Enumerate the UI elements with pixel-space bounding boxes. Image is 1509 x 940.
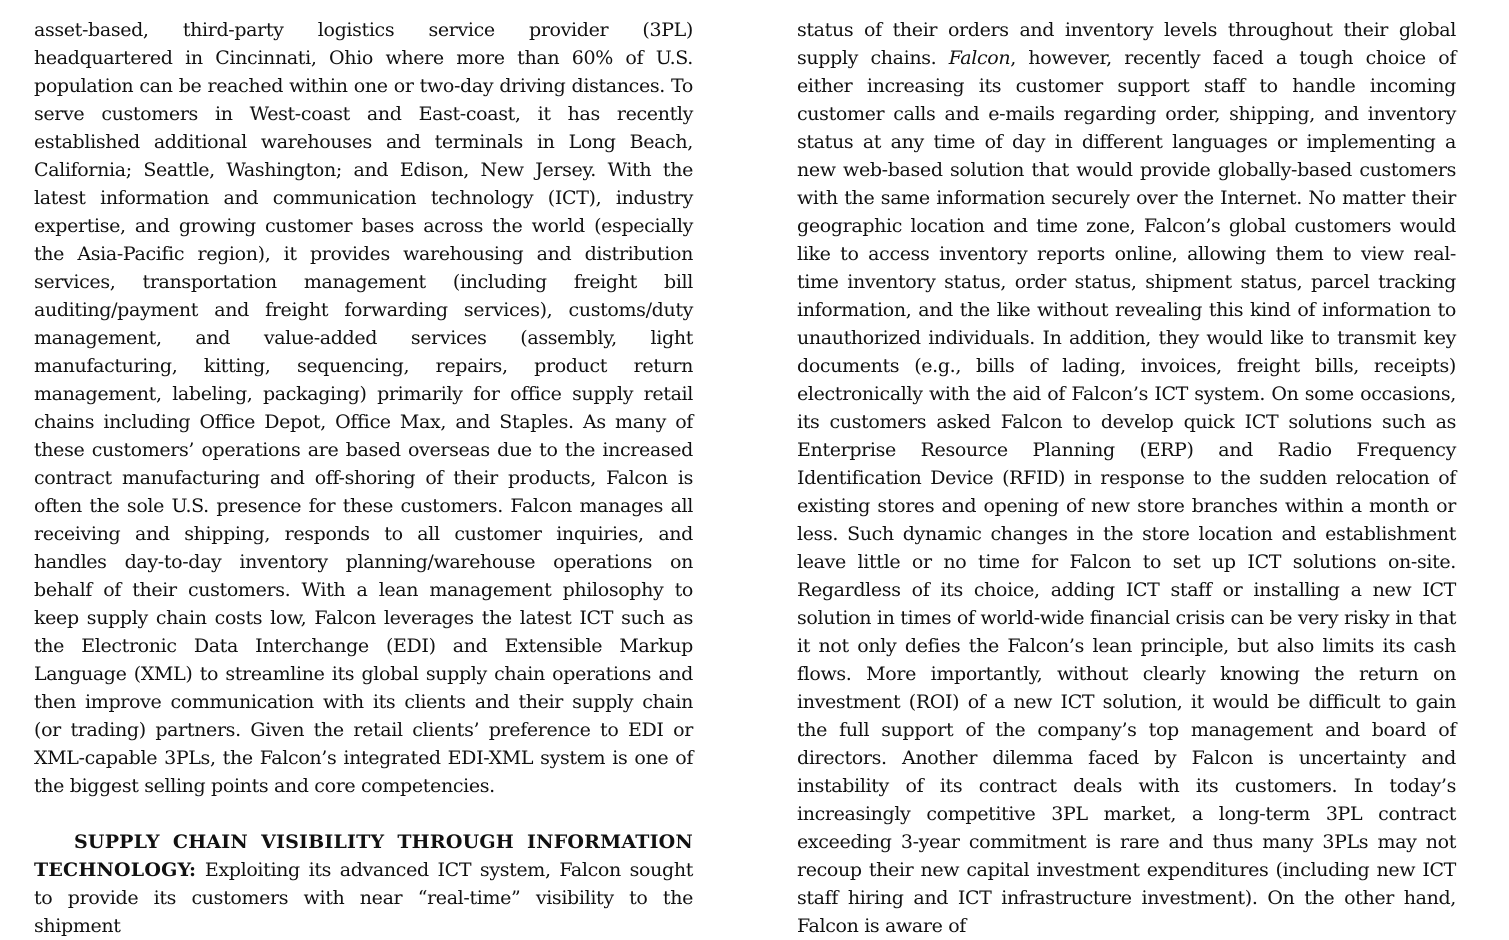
left-column bbox=[34, 16, 693, 940]
section-body-text: Exploiting its advanced ICT system, Falcon sought to provide its customers with near “real-time” visibility to the shipment bbox=[34, 859, 693, 937]
section-paragraph bbox=[34, 828, 693, 940]
text-before-italic: status of their orders and inventory levels throughout their global supply chains. bbox=[797, 19, 1456, 69]
company-overview-paragraph: asset-based, third-party logistics service provider (3PL) headquartered in Cincinnati, Ohio where more than 60% of U.S. population can be reached within one or two-day driving distances. To serve customers in West-coast and East-coast, it has recently established additional warehouses and terminals in Long Beach, California; Seattle, Washington; and Edison, New Jersey. With the latest information and communication technology (ICT), industry expertise, and growing customer bases across the world (especially the Asia-Pacific region), it provides warehousing and distribution services, transportation management (including freight bill auditing/payment and freight forwarding services), customs/duty management, and value-added services (assembly, light manufacturing, kitting, sequencing, repairs, product return management, labeling, packaging) primarily for office supply retail chains including Office Depot, Office Max, and Staples. As many of these customers’ operations are based overseas due to the increased contract manufacturing and off-shoring of their products, Falcon is often the sole U.S. presence for these customers. Falcon manages all receiving and shipping, responds to all customer inquiries, and handles day-to-day inventory planning/warehouse operations on behalf of their customers. With a lean management philosophy to keep supply chain costs low, Falcon leverages the latest ICT such as the Electronic Data Interchange (EDI) and Extensible Markup Language (XML) to streamline its global supply chain operations and then improve communication with its clients and their supply chain (or trading) partners. Given the retail clients’ preference to EDI or XML-capable 3PLs, the Falcon’s integrated EDI-XML system is one of the biggest selling points and core competencies. bbox=[34, 19, 693, 797]
right-column bbox=[797, 16, 1456, 940]
visibility-continuation-paragraph bbox=[797, 16, 1456, 940]
section-heading: SUPPLY CHAIN VISIBILITY THROUGH INFORMATION TECHNOLOGY: bbox=[34, 831, 693, 881]
supply-chain-visibility-section bbox=[34, 828, 693, 940]
italic-company-name: Falcon bbox=[948, 47, 1011, 69]
text-after-italic: , however, recently faced a tough choice of either increasing its customer support staff to handle incoming customer calls and e-mails regarding order, shipping, and inventory status at any time of day in different languages or implementing a new web-based solution that would provide globally-based customers with the same information securely over the Internet. No matter their geographic location and time zone, Falcon’s global customers would like to access inventory reports online, allowing them to view real-time inventory status, order status, shipment status, parcel tracking information, and the like without revealing this kind of information to unauthorized individuals. In addition, they would like to transmit key documents (e.g., bills of lading, invoices, freight bills, receipts) electronically with the aid of Falcon’s ICT system. On some occasions, its customers asked Falcon to develop quick ICT solutions such as Enterprise Resource Planning (ERP) and Radio Frequency Identification Device (RFID) in response to the sudden relocation of existing stores and opening of new store branches within a month or less. Such dynamic changes in the store location and establishment leave little or no time for Falcon to set up ICT solutions on-site. Regardless of its choice, adding ICT staff or installing a new ICT solution in times of world-wide financial crisis can be very risky in that it not only defies the Falcon’s lean principle, but also limits its cash flows. More importantly, without clearly knowing the return on investment (ROI) of a new ICT solution, it would be difficult to gain the full support of the company’s top management and board of directors. Another dilemma faced by Falcon is uncertainty and instability of its contract deals with its customers. In today’s increasingly competitive 3PL market, a long-term 3PL contract exceeding 3-year commitment is rare and thus many 3PLs may not recoup their new capital investment expenditures (including new ICT staff hiring and ICT infrastructure investment). On the other hand, Falcon is aware of bbox=[797, 47, 1456, 937]
paragraph-spacer bbox=[34, 800, 693, 828]
